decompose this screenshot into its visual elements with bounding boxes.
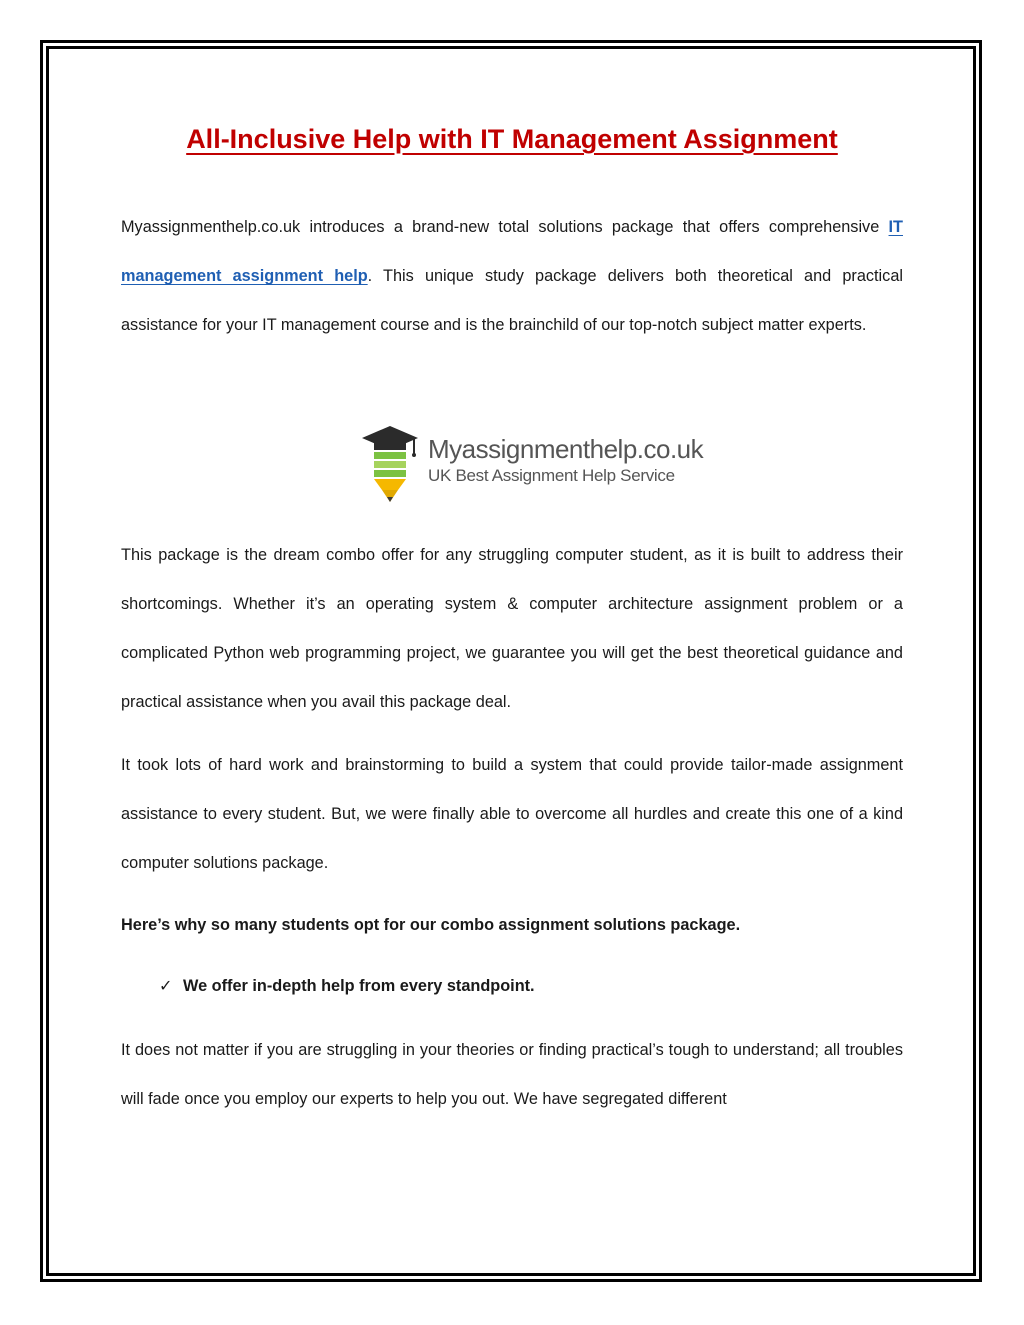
intro-text-after: . This unique study package delivers both theoretical and practical assistance for your IT management course and is the brainchild of our top-notch subject matter experts. bbox=[121, 267, 903, 334]
document-title: All-Inclusive Help with IT Management Assignment bbox=[186, 124, 838, 154]
it-management-assignment-help-link[interactable]: IT management assignment help bbox=[121, 218, 903, 285]
graduation-cap-pencil-icon bbox=[360, 424, 420, 506]
section-heading: Here’s why so many students opt for our combo assignment solutions package. bbox=[121, 916, 741, 934]
check-list-item bbox=[159, 976, 535, 996]
paragraph-troubles: It does not matter if you are struggling in your theories or finding practical’s tough to understand; all troubles will fade once you employ our experts to help you out. We have segregated different bbox=[121, 1041, 903, 1108]
intro-text-before: Myassignmenthelp.co.uk introduces a brand-new total solutions package that offers comprehensive bbox=[121, 218, 889, 236]
checkmark-icon: ✓ bbox=[159, 978, 173, 995]
logo-tagline: UK Best Assignment Help Service bbox=[428, 466, 675, 485]
check-item-text: We offer in-depth help from every standpoint. bbox=[183, 976, 535, 995]
paragraph-combo-offer: This package is the dream combo offer for any struggling computer student, as it is built to address their shortcomings. Whether it’s an operating system & computer architecture assignment problem or a complicated Python web programming project, we guarantee you will get the best theoretical guidance and practical assistance when you avail this package deal. bbox=[121, 546, 903, 711]
myassignmenthelp-logo bbox=[360, 424, 704, 506]
paragraph-hard-work: It took lots of hard work and brainstorming to build a system that could provide tailor-made assignment assistance to every student. But, we were finally able to overcome all hurdles and create this one of a kind computer solutions package. bbox=[121, 756, 903, 872]
intro-paragraph bbox=[121, 203, 903, 350]
logo-brand-name: Myassignmenthelp.co.uk bbox=[428, 434, 704, 464]
